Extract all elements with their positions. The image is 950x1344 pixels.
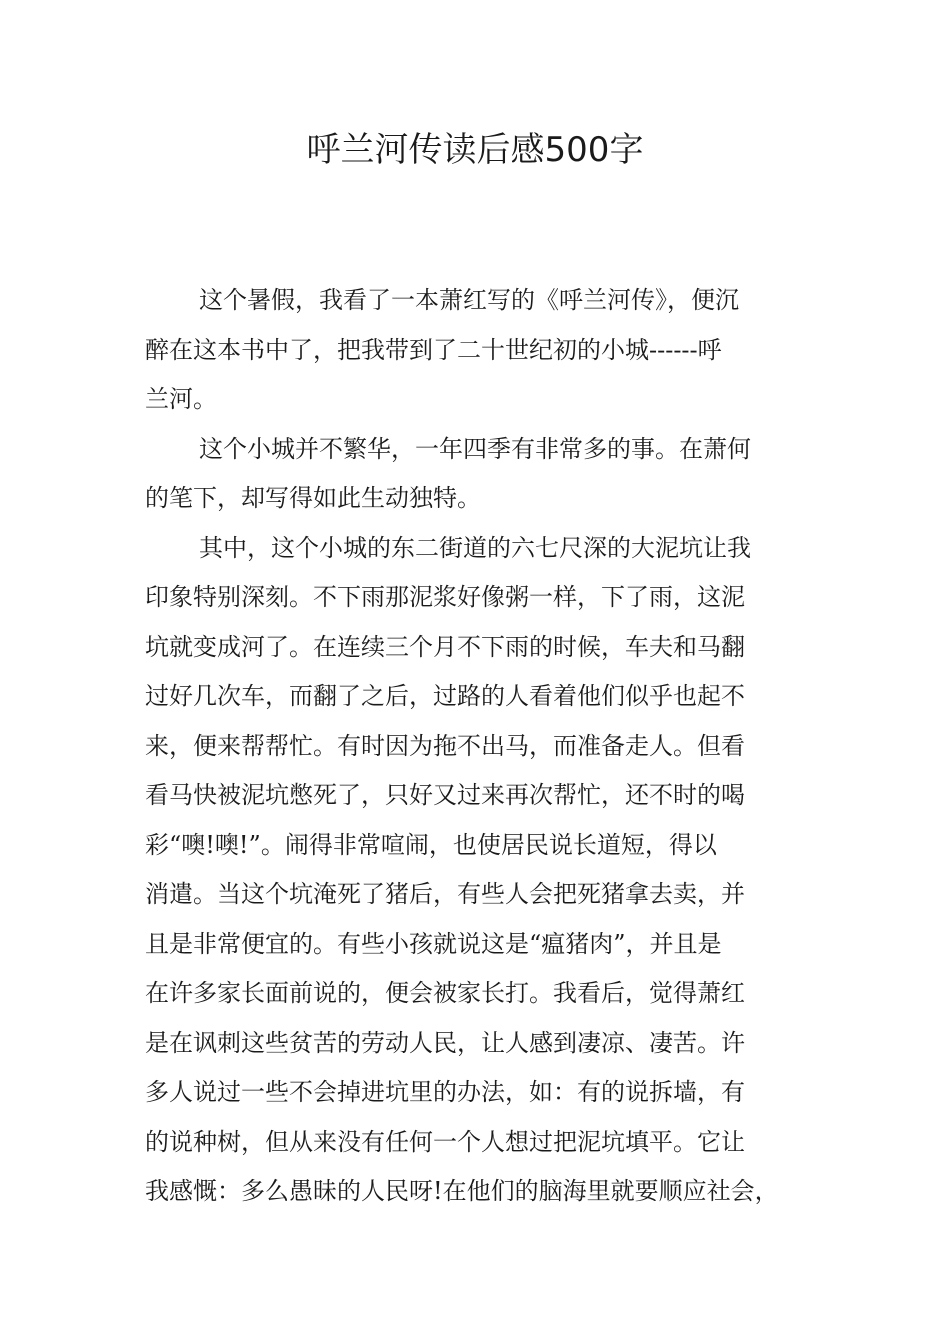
paragraph-line: 印象特别深刻。不下雨那泥浆好像粥一样，下了雨，这泥 <box>145 583 745 611</box>
paragraph-line: 我感慨：多么愚昧的人民呀!在他们的脑海里就要顺应社会， <box>145 1177 779 1205</box>
paragraph-line: 坑就变成河了。在连续三个月不下雨的时候，车夫和马翻 <box>145 632 745 661</box>
paragraph-line: 过好几次车，而翻了之后，过路的人看着他们似乎也起不 <box>145 682 745 710</box>
paragraph-line: 多人说过一些不会掉进坑里的办法，如：有的说拆墙，有 <box>145 1078 745 1106</box>
paragraph-line: 的说种树，但从来没有任何一个人想过把泥坑填平。它让 <box>145 1127 745 1156</box>
paragraph-line: 来，便来帮帮忙。有时因为拖不出马，而准备走人。但看 <box>145 731 745 760</box>
document-title: 呼兰河传读后感500字 <box>306 130 644 170</box>
paragraph-line: 是在讽刺这些贫苦的劳动人民，让人感到凄凉、凄苦。许 <box>145 1028 745 1057</box>
paragraph-line: 这个暑假，我看了一本萧红写的《呼兰河传》，便沉 <box>199 286 739 314</box>
document-body <box>145 276 825 1217</box>
paragraph-line: 消遣。当这个坑淹死了猪后，有些人会把死猪拿去卖，并 <box>145 880 745 908</box>
paragraph-line: 彩“噢!噢!”。闹得非常喧闹，也使居民说长道短，得以 <box>145 830 717 859</box>
paragraph-line: 醉在这本书中了，把我带到了二十世纪初的小城------呼 <box>145 335 722 364</box>
paragraph-line: 兰河。 <box>145 385 217 413</box>
paragraph-line: 在许多家长面前说的，便会被家长打。我看后，觉得萧红 <box>145 979 745 1007</box>
paragraph-line: 这个小城并不繁华，一年四季有非常多的事。在萧何 <box>199 434 751 463</box>
paragraph-line: 看马快被泥坑憋死了，只好又过来再次帮忙，还不时的喝 <box>145 781 745 809</box>
paragraph-line: 其中，这个小城的东二街道的六七尺深的大泥坑让我 <box>199 533 751 562</box>
paragraph-line: 且是非常便宜的。有些小孩就说这是“瘟猪肉”，并且是 <box>145 929 722 958</box>
paragraph-line: 的笔下，却写得如此生动独特。 <box>145 484 481 512</box>
